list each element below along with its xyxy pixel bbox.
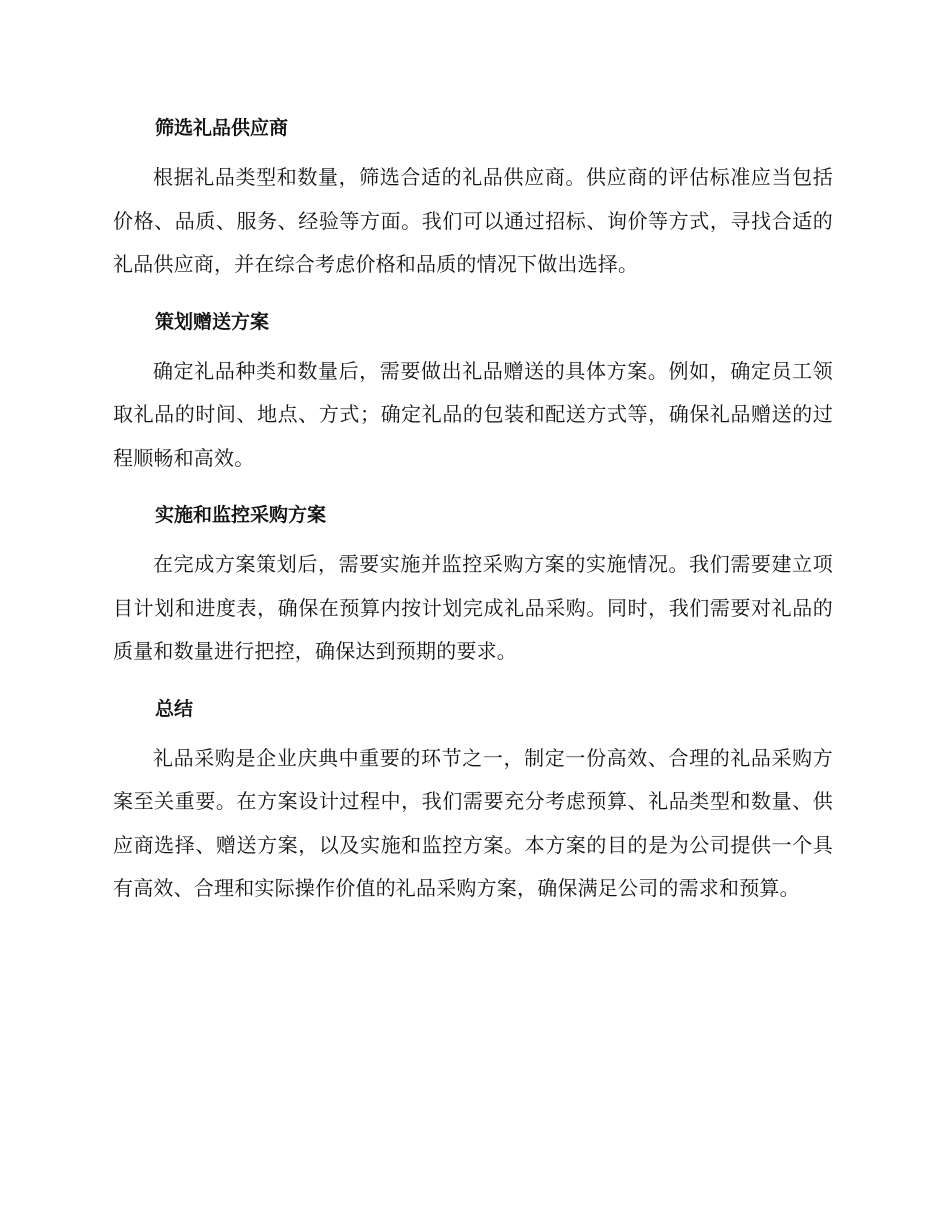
section-paragraph: 在完成方案策划后，需要实施并监控采购方案的实施情况。我们需要建立项目计划和进度表，确保在预算内按计划完成礼品采购。同时，我们需要对礼品的质量和数量进行把控，确保达到预期的要求。 [113,552,833,663]
section-heading: 筛选礼品供应商 [155,117,289,139]
section-heading: 策划赠送方案 [155,310,270,333]
section-heading: 实施和监控采购方案 [155,504,327,526]
section-supplier-selection [113,108,833,287]
section-paragraph: 礼品采购是企业庆典中重要的环节之一，制定一份高效、合理的礼品采购方案至关重要。在方案设计过程中，我们需要充分考虑预算、礼品类型和数量、供应商选择、赠送方案，以及实施和监控方案。本方案的目的是为公司提供一个具有高效、合理和实际操作价值的礼品采购方案，确保满足公司的需求和预算。 [113,745,833,900]
section-implementation [113,495,833,674]
document-page [113,108,833,926]
section-heading: 总结 [155,697,194,720]
section-paragraph: 确定礼品种类和数量后，需要做出礼品赠送的具体方案。例如，确定员工领取礼品的时间、地点、方式；确定礼品的包装和配送方式等，确保礼品赠送的过程顺畅和高效。 [113,358,833,470]
section-gift-plan [113,302,833,481]
section-summary [113,689,833,911]
section-paragraph: 根据礼品类型和数量，筛选合适的礼品供应商。供应商的评估标准应当包括价格、品质、服务、经验等方面。我们可以通过招标、询价等方式，寻找合适的礼品供应商，并在综合考虑价格和品质的情况下做出选择。 [113,165,833,276]
